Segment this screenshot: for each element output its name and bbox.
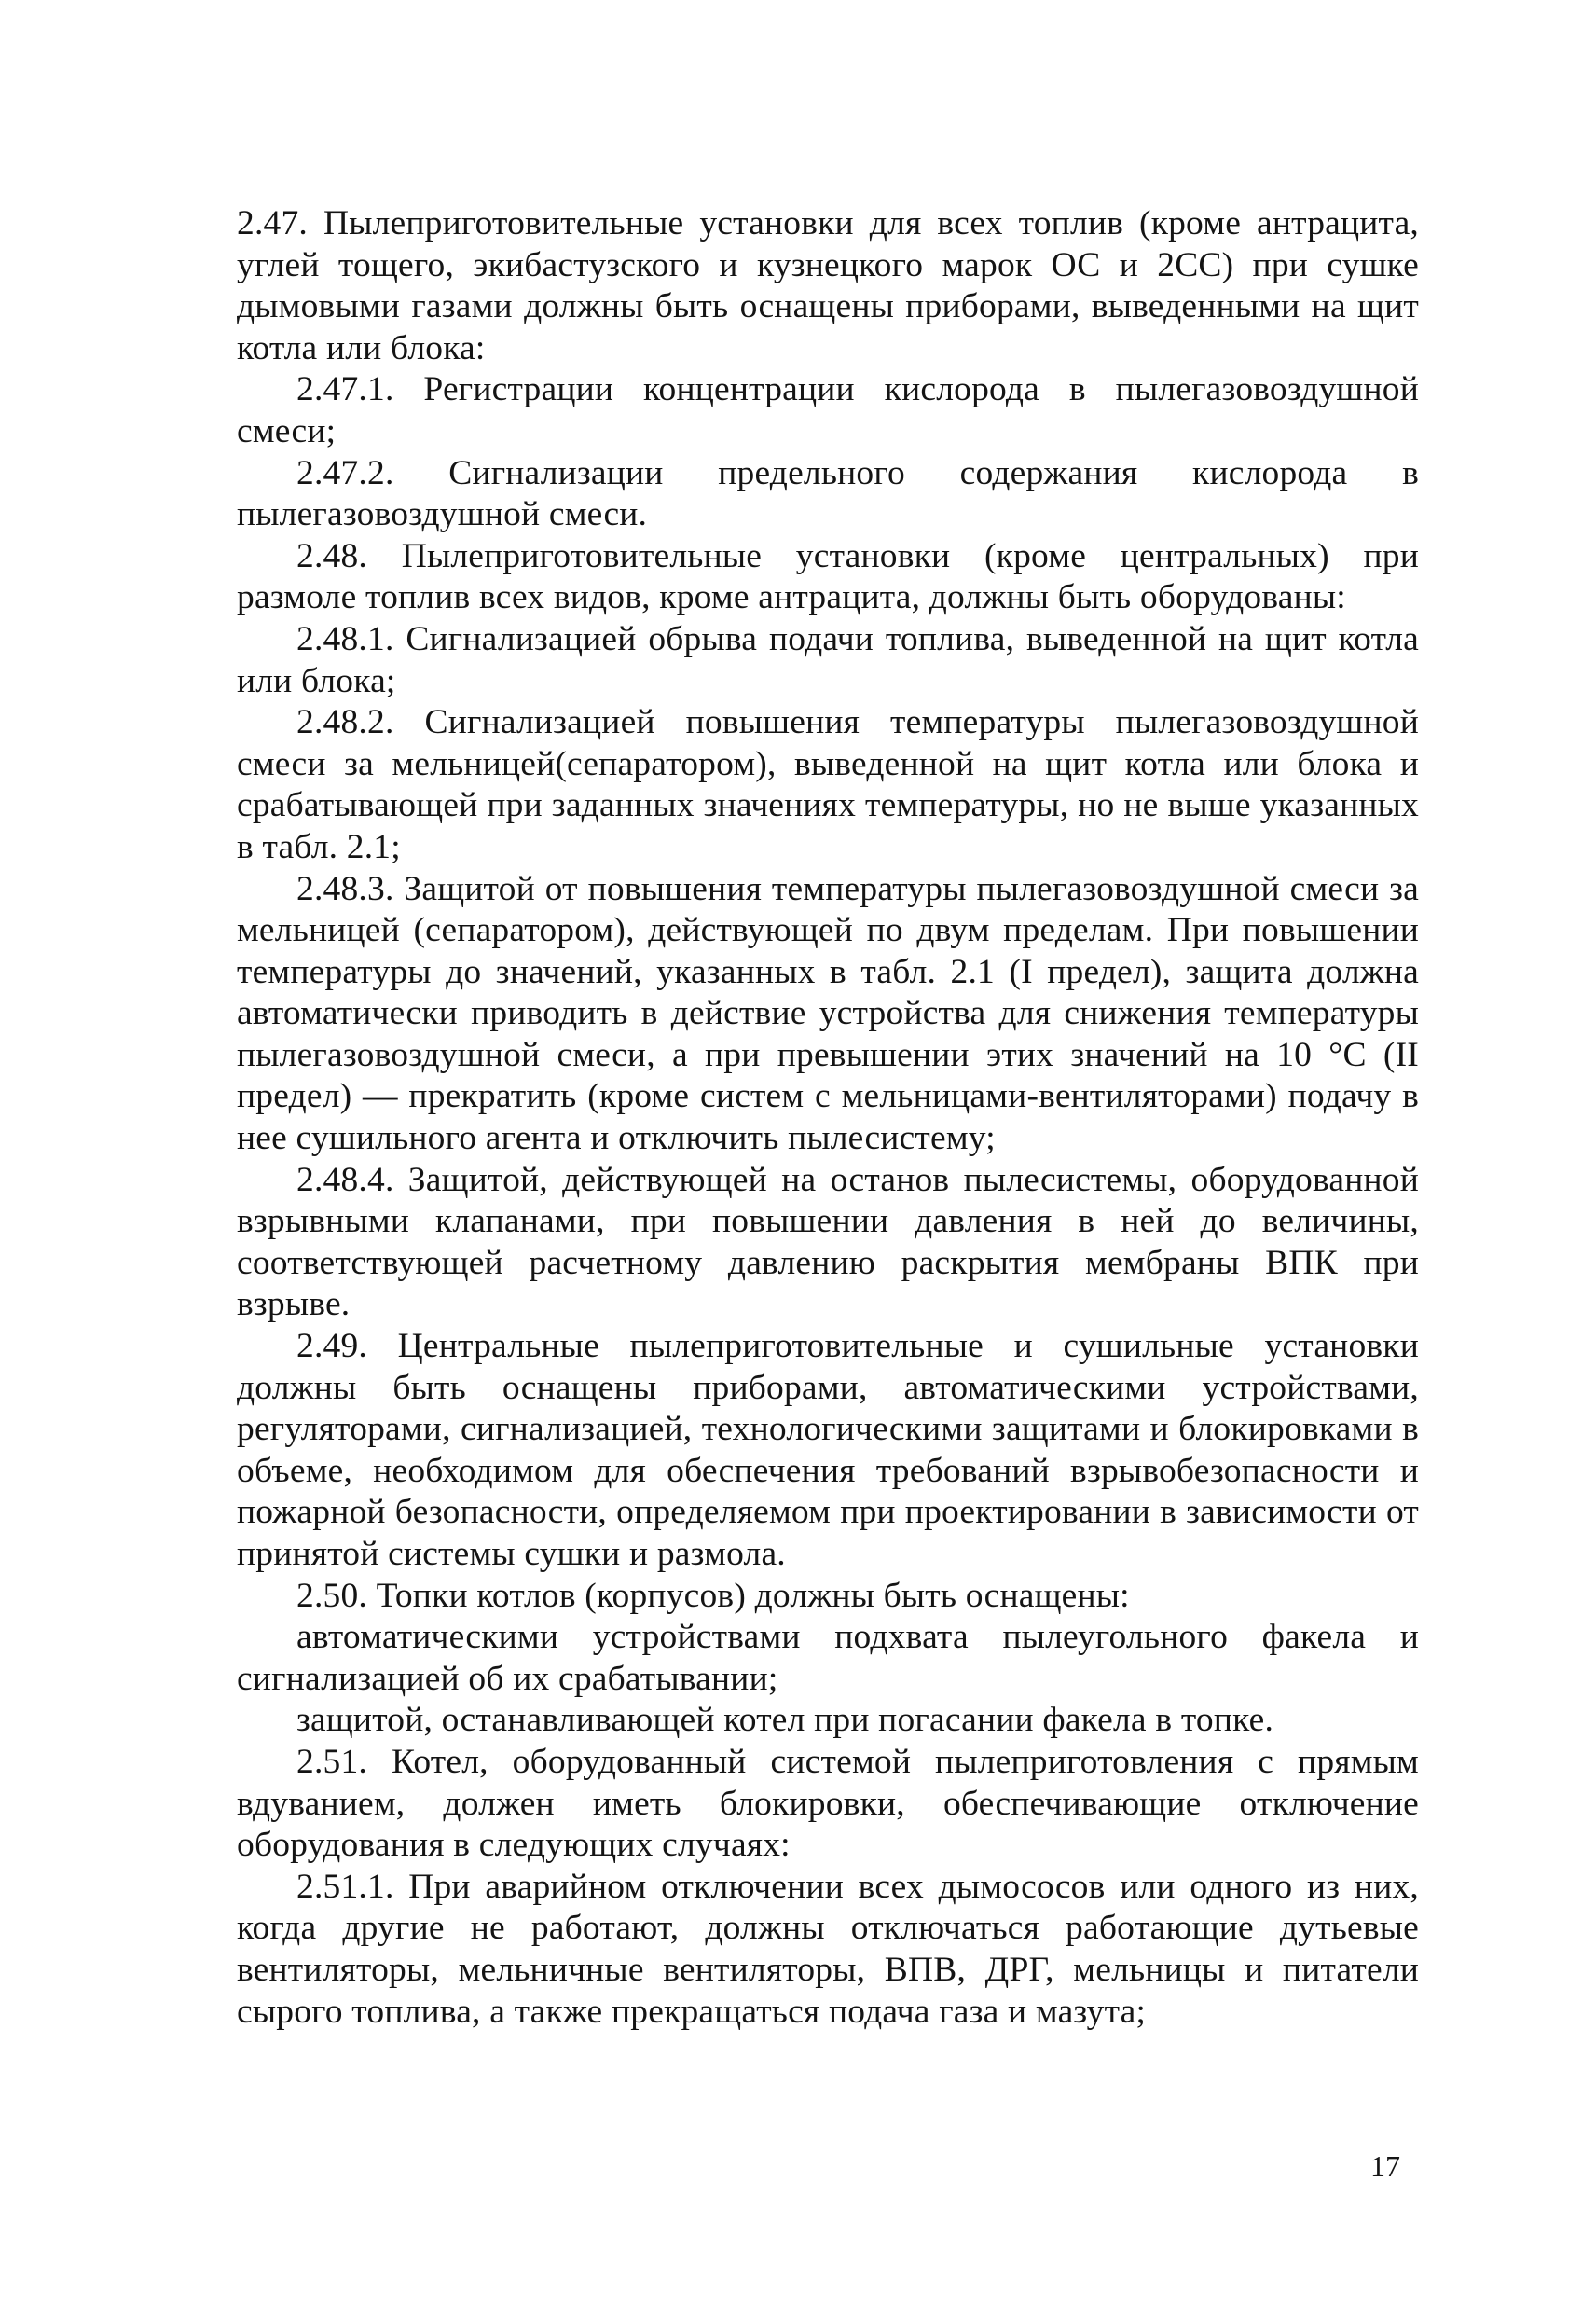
- paragraph-2-50-b: [237, 1700, 1419, 1742]
- paragraph-2-51-text: 2.51. Котел, оборудованный системой пылеприготовления с прямым вдуванием, должен иметь блокировки, обеспечивающие отключение оборудования в следующих случаях:: [237, 1742, 1419, 1865]
- paragraph-2-50-a-text: автоматическими устройствами подхвата пылеугольного факела и сигнализацией об их срабатывании;: [237, 1618, 1419, 1698]
- paragraph-2-47-1: [237, 369, 1419, 452]
- paragraph-2-51-1-text: 2.51.1. При аварийном отключении всех дымососов или одного из них, когда другие не работают, должны отключаться работающие дутьевые вентиляторы, мельничные вентиляторы, ВПВ, ДРГ, мельницы и питатели сырого топлива, а также прекращаться подача газа и мазута;: [237, 1867, 1419, 2031]
- paragraph-2-48-4: [237, 1160, 1419, 1326]
- paragraph-2-50: [237, 1576, 1419, 1618]
- paragraph-2-48-2-text: 2.48.2. Сигнализацией повышения температуры пылегазовоздушной смеси за мельницей(сепаратором), выведенной на щит котла или блока и срабатывающей при заданных значениях температуры, но не выше указанных в табл. 2.1;: [237, 703, 1419, 866]
- paragraph-2-49: [237, 1326, 1419, 1576]
- page-number: 17: [1370, 2149, 1400, 2183]
- paragraph-2-47-2: [237, 453, 1419, 536]
- paragraph-2-48-1: [237, 619, 1419, 702]
- paragraph-2-49-text: 2.49. Центральные пылеприготовительные и сушильные установки должны быть оснащены приборами, автоматическими устройствами, регуляторами, сигнализацией, технологическими защитами и блокировками в объеме, необходимом для обеспечения требований взрывобезопасности и пожарной безопасности, определяемом при проектировании в зависимости от принятой системы сушки и размола.: [237, 1327, 1419, 1573]
- paragraph-2-50-text: 2.50. Топки котлов (корпусов) должны быть оснащены:: [296, 1576, 1130, 1615]
- paragraph-2-48-2: [237, 702, 1419, 868]
- paragraph-2-50-b-text: защитой, останавливающей котел при погасании факела в топке.: [296, 1701, 1274, 1740]
- paragraph-2-48-3: [237, 869, 1419, 1160]
- paragraph-2-48-1-text: 2.48.1. Сигнализацией обрыва подачи топлива, выведенной на щит котла или блока;: [237, 619, 1419, 700]
- paragraph-2-47-2-text: 2.47.2. Сигнализации предельного содержания кислорода в пылегазовоздушной смеси.: [237, 453, 1419, 534]
- paragraph-2-48-text: 2.48. Пылеприготовительные установки (кроме центральных) при размоле топлив всех видов, кроме антрацита, должны быть оборудованы:: [237, 536, 1419, 617]
- page-text: [237, 203, 1419, 2033]
- paragraph-2-47-text: 2.47. Пылеприготовительные установки для всех топлив (кроме антрацита, углей тощего, экибастузского и кузнецкого марок ОС и 2СС) при сушке дымовыми газами должны быть оснащены приборами, выведенными на щит котла или блока:: [237, 204, 1419, 367]
- paragraph-2-50-a: [237, 1617, 1419, 1700]
- paragraph-2-51: [237, 1742, 1419, 1867]
- paragraph-2-51-1: [237, 1867, 1419, 2033]
- paragraph-2-48: [237, 536, 1419, 619]
- paragraph-2-47-1-text: 2.47.1. Регистрации концентрации кислорода в пылегазовоздушной смеси;: [237, 370, 1419, 450]
- paragraph-2-48-3-text: 2.48.3. Защитой от повышения температуры пылегазовоздушной смеси за мельницей (сепаратором), действующей по двум пределам. При повышении температуры до значений, указанных в табл. 2.1 (I предел), защита должна автоматически приводить в действие устройства для снижения температуры пылегазовоздушной смеси, а при превышении этих значений на 10 °С (II предел) — прекратить (кроме систем с мельницами-вентиляторами) подачу в нее сушильного агента и отключить пылесистему;: [237, 869, 1419, 1158]
- paragraph-2-47: [237, 203, 1419, 369]
- paragraph-2-48-4-text: 2.48.4. Защитой, действующей на останов пылесистемы, оборудованной взрывными клапанами, при повышении давления в ней до величины, соответствующей расчетному давлению раскрытия мембраны ВПК при взрыве.: [237, 1160, 1419, 1324]
